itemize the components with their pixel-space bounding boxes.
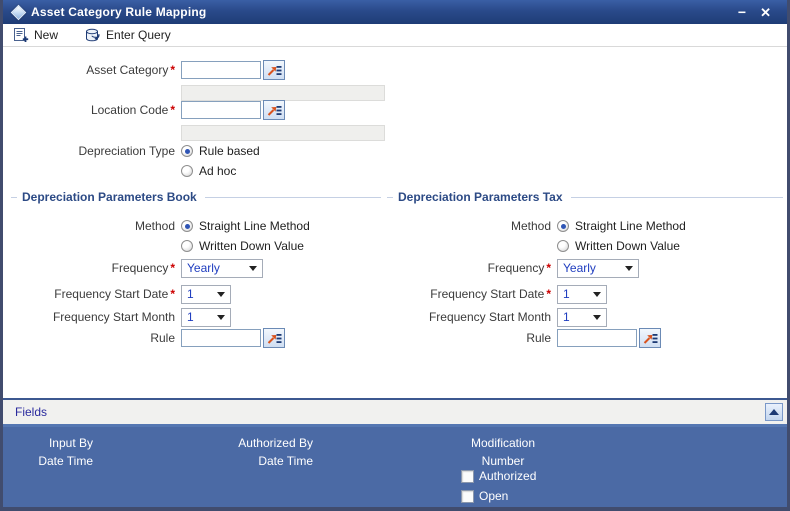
section-title-book: Depreciation Parameters Book	[22, 190, 197, 204]
tax-frequency-start-date-label: Frequency Start Date *	[430, 287, 551, 301]
tax-frequency-start-date-select[interactable]: 1	[557, 285, 607, 304]
tax-rule-input[interactable]	[557, 329, 637, 347]
lookup-icon	[266, 104, 282, 117]
enter-query-icon	[84, 27, 101, 43]
window-diamond-icon	[11, 4, 27, 20]
book-frequency-start-date-select[interactable]: 1	[181, 285, 231, 304]
book-frequency-label: Frequency *	[111, 261, 175, 275]
tax-method-written-down-label: Written Down Value	[575, 239, 680, 253]
audit-footer	[3, 427, 787, 507]
dropdown-caret-icon	[217, 292, 225, 297]
book-frequency-select[interactable]: Yearly	[181, 259, 263, 278]
asset-category-label: Asset Category *	[86, 63, 175, 77]
enter-query-button[interactable]	[84, 27, 171, 43]
close-button[interactable]: ✕	[760, 4, 771, 20]
authorized-checkbox-label: Authorized	[479, 469, 537, 483]
input-by-label: Input By	[48, 436, 93, 450]
authorized-checkbox-row	[461, 469, 536, 483]
location-code-label: Location Code *	[90, 103, 175, 117]
input-date-time-label: Date Time	[38, 454, 93, 468]
depreciation-type-ad-hoc-label: Ad hoc	[199, 164, 237, 178]
dropdown-caret-icon	[625, 266, 633, 271]
fields-bar	[3, 398, 787, 427]
lookup-icon	[642, 332, 658, 345]
book-frequency-start-month-label: Frequency Start Month	[52, 310, 175, 324]
form-area	[3, 47, 787, 398]
open-checkbox-label: Open	[479, 489, 509, 503]
enter-query-button-label: Enter Query	[106, 28, 171, 42]
depreciation-type-rule-based-radio[interactable]	[181, 145, 193, 157]
book-frequency-start-date-label: Frequency Start Date *	[54, 287, 175, 301]
open-checkbox-row	[461, 489, 508, 503]
location-code-description	[181, 125, 385, 141]
dropdown-caret-icon	[593, 315, 601, 320]
authorized-checkbox[interactable]	[461, 470, 474, 483]
triangle-up-icon	[769, 409, 779, 415]
scroll-up-button[interactable]	[765, 403, 783, 421]
lookup-icon	[266, 64, 282, 77]
dropdown-caret-icon	[217, 315, 225, 320]
new-button[interactable]	[13, 27, 58, 43]
tax-method-straight-line-radio[interactable]	[557, 220, 569, 232]
asset-category-input[interactable]	[181, 61, 261, 79]
new-button-label: New	[34, 28, 59, 42]
location-code-input[interactable]	[181, 101, 261, 119]
book-method-label: Method	[134, 219, 175, 233]
book-frequency-start-month-select[interactable]: 1	[181, 308, 231, 327]
tax-method-label: Method	[510, 219, 551, 233]
tax-frequency-start-month-label: Frequency Start Month	[428, 310, 551, 324]
dropdown-caret-icon	[249, 266, 257, 271]
depreciation-type-ad-hoc-radio[interactable]	[181, 165, 193, 177]
location-code-lov-button[interactable]	[263, 100, 285, 120]
number-label: Number	[481, 454, 525, 468]
book-rule-label: Rule	[150, 331, 175, 345]
tax-method-written-down-radio[interactable]	[557, 240, 569, 252]
window-title: Asset Category Rule Mapping	[31, 5, 207, 19]
book-method-written-down-label: Written Down Value	[199, 239, 304, 253]
fields-link[interactable]: Fields	[15, 405, 48, 419]
section-header-book	[11, 190, 381, 204]
tax-frequency-label: Frequency *	[487, 261, 551, 275]
dropdown-caret-icon	[593, 292, 601, 297]
tax-frequency-start-month-select[interactable]: 1	[557, 308, 607, 327]
book-rule-input[interactable]	[181, 329, 261, 347]
authorized-by-label: Authorized By	[238, 436, 313, 450]
book-method-written-down-radio[interactable]	[181, 240, 193, 252]
titlebar	[3, 0, 787, 24]
tax-frequency-select[interactable]: Yearly	[557, 259, 639, 278]
tax-rule-lov-button[interactable]	[639, 328, 661, 348]
modification-label: Modification	[470, 436, 536, 450]
minimize-button[interactable]: −	[737, 4, 747, 20]
asset-category-lov-button[interactable]	[263, 60, 285, 80]
new-document-icon	[13, 27, 29, 43]
toolbar	[3, 24, 787, 47]
book-method-straight-line-label: Straight Line Method	[199, 219, 310, 233]
lookup-icon	[266, 332, 282, 345]
input-by-block	[3, 434, 93, 470]
tax-rule-label: Rule	[526, 331, 551, 345]
book-method-straight-line-radio[interactable]	[181, 220, 193, 232]
authorized-by-block	[123, 434, 313, 470]
section-header-tax	[387, 190, 783, 204]
asset-category-description	[181, 85, 385, 101]
authorized-date-time-label: Date Time	[258, 454, 313, 468]
book-rule-lov-button[interactable]	[263, 328, 285, 348]
tax-method-straight-line-label: Straight Line Method	[575, 219, 686, 233]
depreciation-type-label: Depreciation Type	[78, 144, 175, 158]
open-checkbox[interactable]	[461, 490, 474, 503]
modification-number-block	[455, 434, 551, 470]
depreciation-type-rule-based-label: Rule based	[199, 144, 260, 158]
section-title-tax: Depreciation Parameters Tax	[398, 190, 563, 204]
